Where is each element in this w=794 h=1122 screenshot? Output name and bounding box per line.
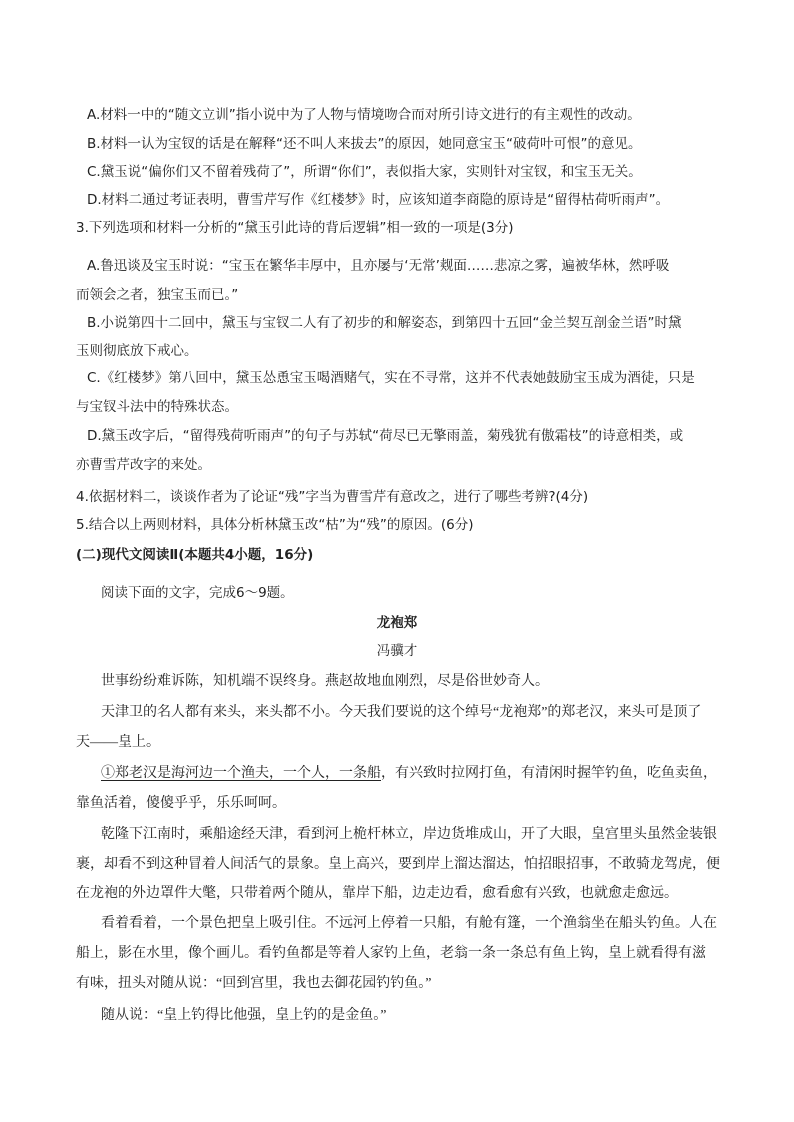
story-paragraph-4-line2: 裹，却看不到这种冒着人间活气的景象。皇上高兴，要到岸上溜达溜达，怕招眼招事，不敢骑龙驾虎，便 (76, 857, 720, 872)
q3-option-a-line2: 而领会之者，独宝玉而已。” (76, 287, 239, 303)
story-paragraph-5-line2: 船上，影在水里，像个画儿。看钓鱼都是等着人家钓上鱼，老翁一条一条总有鱼上钩，皇上就看得有滋 (76, 946, 706, 961)
question-4: 4.依据材料二，谈谈作者为了论证“残”字当为曹雪芹有意改之，进行了哪些考辨?(4分) (76, 489, 589, 505)
q3-option-d-line1: D.黛玉改字后，“留得残荷听雨声”的句子与苏轼“荷尽已无擎雨盖，菊残犹有傲霜枝”的诗意相类，或 (87, 428, 684, 444)
story-paragraph-3-line1 (101, 765, 717, 783)
story-paragraph-4-line1: 乾隆下江南时，乘船途经天津，看到河上桅杆林立，岸边货堆成山，开了大眼，皇宫里头虽然金装银 (101, 827, 717, 842)
q3-stem: 3.下列选项和材料一分析的“黛玉引此诗的背后逻辑”相一致的一项是(3分) (76, 220, 514, 236)
story-paragraph-3-line2: 靠鱼活着，傻傻乎乎，乐乐呵呵。 (76, 796, 286, 811)
q2-option-c: C.黛玉说“偏你们又不留着残荷了”，所谓“你们”，表似指大家，实则针对宝钗，和宝玉无关。 (87, 164, 642, 180)
story-author: 冯骥才 (376, 643, 418, 659)
story-paragraph-2-line1: 天津卫的名人都有来头，来头都不小。今天我们要说的这个绰号“龙袍郑”的郑老汉，来头可是顶了 (101, 705, 702, 720)
q3-option-c-line1: C.《红楼梦》第八回中，黛玉怂恿宝玉喝酒赌气，实在不寻常，这并不代表她鼓励宝玉成为酒徒，只是 (87, 370, 695, 386)
story-paragraph-1: 世事纷纷难诉陈，知机端不误终身。燕赵故地血刚烈，尽是俗世妙奇人。 (101, 674, 549, 689)
q3-option-d-line2: 亦曹雪芹改字的来处。 (76, 457, 211, 473)
q2-option-b: B.材料一认为宝钗的话是在解释“还不叫人来拔去”的原因，她同意宝玉“破荷叶可恨”的意见。 (87, 136, 642, 152)
story-title: 龙袍郑 (376, 615, 418, 631)
story-paragraph-3-rest: ，有兴致时拉网打鱼，有清闲时握竿钓鱼，吃鱼卖鱼， (381, 766, 717, 781)
story-paragraph-5-line1: 看着看着，一个景色把皇上吸引住。不远河上停着一只船，有舱有篷，一个渔翁坐在船头钓鱼。人在 (101, 916, 717, 931)
q3-option-c-line2: 与宝钗斗法中的特殊状态。 (76, 399, 238, 415)
story-paragraph-4-line3: 在龙袍的外边罩件大氅，只带着两个随从，靠岸下船，边走边看，愈看愈有兴致，也就愈走愈远。 (76, 886, 678, 901)
story-paragraph-6: 随从说：“皇上钓得比他强，皇上钓的是金鱼。” (101, 1008, 387, 1023)
reading-instruction: 阅读下面的文字，完成6～9题。 (101, 585, 294, 601)
q3-option-a-line1: A.鲁迅谈及宝玉时说：“宝玉在繁华丰厚中，且亦屡与‘无常’觌面……悲凉之雾，遍被华林，然呼吸 (87, 258, 670, 274)
q3-option-b-line2: 玉则彻底放下戒心。 (76, 343, 198, 359)
q2-option-a: A.材料一中的“随文立训”指小说中为了人物与情境吻合而对所引诗文进行的有主观性的改动。 (87, 107, 641, 123)
story-paragraph-2-line2: 天——皇上。 (76, 735, 160, 750)
question-5: 5.结合以上两则材料，具体分析林黛玉改“枯”为“残”的原因。(6分) (76, 517, 474, 533)
underlined-sentence-1: ①郑老汉是海河边一个渔夫，一个人，一条船 (101, 766, 381, 781)
q3-option-b-line1: B.小说第四十二回中，黛玉与宝钗二人有了初步的和解姿态，到第四十五回“金兰契互剖金兰语”时黛 (87, 315, 682, 331)
section-heading: (二)现代文阅读Ⅱ(本题共4小题，16分) (76, 547, 314, 563)
story-paragraph-5-line3: 有味，扭头对随从说：“回到宫里，我也去御花园钓钓鱼。” (76, 976, 432, 991)
q2-option-d: D.材料二通过考证表明，曹雪芹写作《红楼梦》时，应该知道李商隐的原诗是“留得枯荷听雨声”。 (87, 192, 670, 208)
